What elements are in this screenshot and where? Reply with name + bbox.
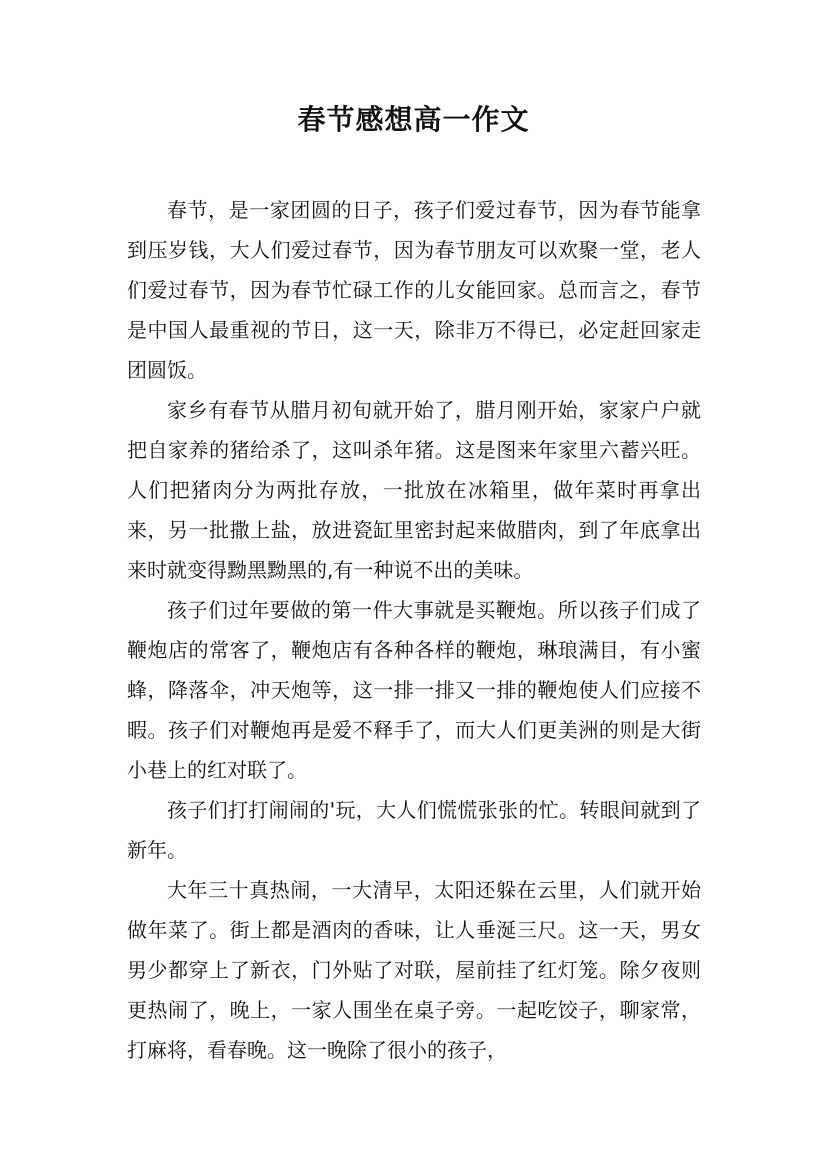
paragraph-2: 家乡有春节从腊月初旬就开始了，腊月刚开始，家家户户就把自家养的猪给杀了，这叫杀年猪。这是图来年家里六蓄兴旺。人们把猪肉分为两批存放，一批放在冰箱里，做年菜时再拿出来，另一批撒上盐，放进瓷缸里密封起来做腊肉，到了年底拿出来时就变得黝黑黝黑的,有一种说不出的美味。 (127, 398, 701, 582)
paragraph-1: 春节，是一家团圆的日子，孩子们爱过春节，因为春节能拿到压岁钱，大人们爱过春节，因为春节朋友可以欢聚一堂，老人们爱过春节，因为春节忙碌工作的儿女能回家。总而言之，春节是中国人最重视的节日，这一天，除非万不得已，必定赶回家走团圆饭。 (127, 198, 701, 382)
paragraph-3: 孩子们过年要做的第一件大事就是买鞭炮。所以孩子们成了鞭炮店的常客了，鞭炮店有各种各样的鞭炮，琳琅满目，有小蜜蜂，降落伞，冲天炮等，这一排一排又一排的鞭炮使人们应接不暇。孩子们对鞭炮再是爱不释手了，而大人们更美洲的则是大街小巷上的红对联了。 (127, 598, 701, 782)
paragraph-5: 大年三十真热闹，一大清早，太阳还躲在云里，人们就开始做年菜了。街上都是酒肉的香味，让人垂涎三尺。这一天，男女男少都穿上了新衣，门外贴了对联，屋前挂了红灯笼。除夕夜则更热闹了，晚上，一家人围坐在桌子旁。一起吃饺子，聊家常，打麻将，看春晚。这一晚除了很小的孩子， (127, 878, 701, 1062)
article-body (127, 190, 701, 1070)
page-title: 春节感想高一作文 (297, 103, 530, 136)
paragraph-4: 孩子们打打闹闹的'玩，大人们慌慌张张的忙。转眼间就到了新年。 (127, 798, 701, 862)
